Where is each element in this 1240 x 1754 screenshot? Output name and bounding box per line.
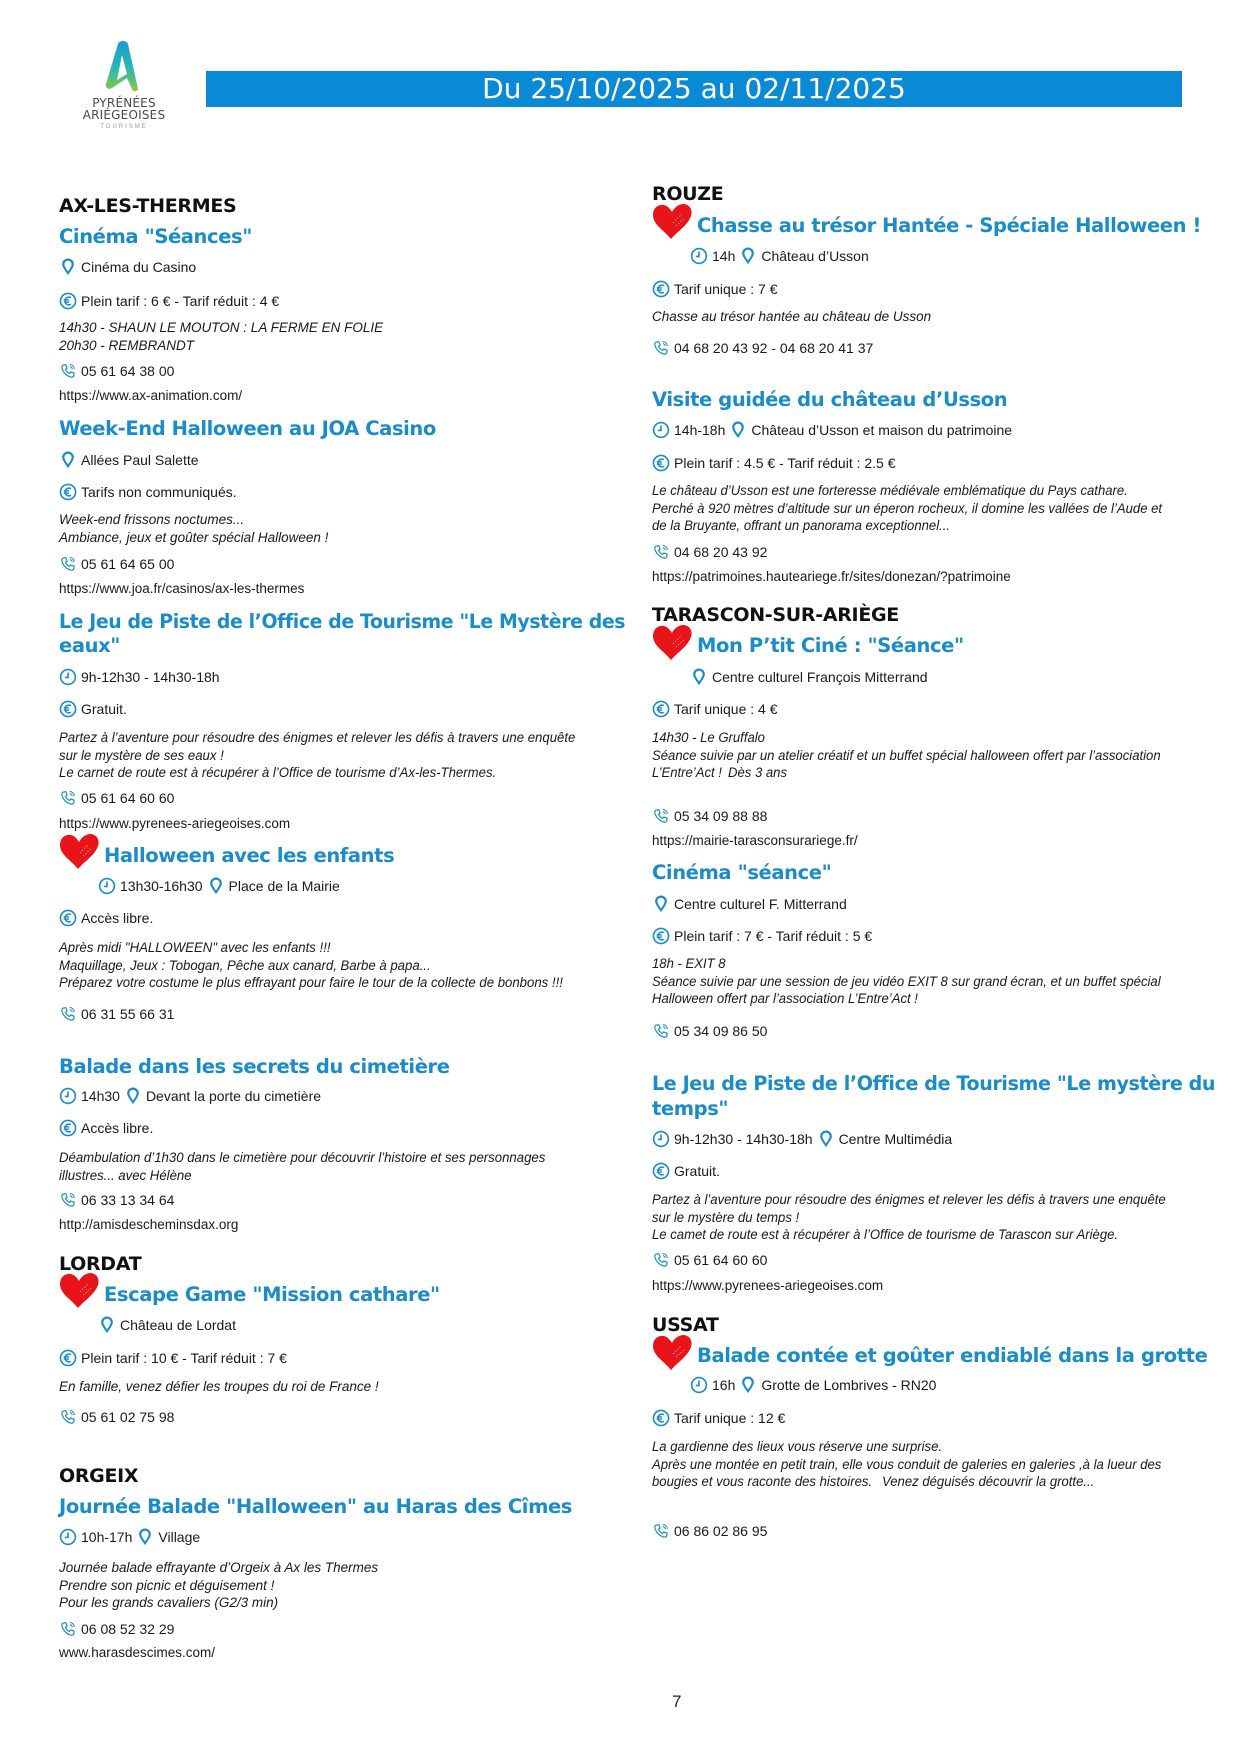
description-line: La gardienne des lieux vous réserve une surprise. [652,1439,943,1454]
map-pin-icon [98,1316,116,1334]
event-description [59,319,619,354]
event-phone [59,362,174,380]
event-title-continued[interactable]: eaux" [59,634,121,657]
event-location [59,258,196,276]
event-price [652,1409,785,1427]
page-number: 7 [672,1692,682,1711]
description-line: Prendre son picnic et déguisement ! [59,1577,275,1593]
euro-icon [652,454,670,472]
town-heading: ORGEIX [59,1465,139,1487]
phone-icon [652,807,670,825]
heart-icon [651,203,693,241]
event-title[interactable]: Le Jeu de Piste de l’Office de Tourisme "Le Mystère des [59,610,626,633]
phone-number[interactable]: 06 86 02 86 95 [674,1523,768,1539]
event-description [652,955,1232,1008]
clock-icon [652,421,670,439]
heart-icon [651,1334,693,1372]
description-line: Journée balade effrayante d’Orgeix à Ax les Thermes [59,1560,379,1575]
event-price [59,700,127,718]
clock-icon [59,1528,77,1546]
event-title[interactable]: Balade contée et goûter endiablé dans la grotte [697,1344,1208,1367]
event-phone [59,789,174,807]
phone-number[interactable]: 05 34 09 88 88 [674,808,768,824]
description-line: Week-end frissons noctumes... [59,512,245,527]
description-line: Après une montée en petit train, elle vous conduit de galeries en galeries ,à la lueur des [652,1456,1162,1472]
phone-icon [59,789,77,807]
event-link[interactable]: https://www.pyrenees-ariegeoises.com [59,816,291,831]
clock-icon [690,1376,708,1394]
price-text: Accès libre. [81,910,154,926]
price-text: Tarif unique : 7 € [674,281,778,297]
event-description [59,729,639,782]
event-price [652,927,872,945]
map-pin-icon [124,1087,142,1105]
price-text: Plein tarif : 10 € - Tarif réduit : 7 € [81,1350,287,1366]
price-text: Tarif unique : 4 € [674,701,778,717]
event-phone [652,1022,767,1040]
phone-number[interactable]: 05 61 64 65 00 [81,556,175,572]
euro-icon [652,927,670,945]
description-line: Chasse au trésor hantée au château de Usson [652,309,932,324]
clock-icon [98,877,116,895]
description-line: Déambulation d’1h30 dans le cimetière pour découvrir l’histoire et ses personnages [59,1150,546,1165]
location-text: Château d’Usson [761,248,869,264]
event-time-location [98,877,340,895]
description-line: Dès 3 ans [727,765,787,780]
description-line: de la Bruyante, offrant un panorama exceptionnel... [652,518,951,533]
euro-icon [652,1409,670,1427]
event-phone [59,1408,174,1426]
map-pin-icon [817,1130,835,1148]
description-line: Perché à 920 mètres d’altitude sur un éperon rocheux, il domine les vallées de l’Aude et [652,500,1163,516]
event-time-location [59,1087,321,1105]
phone-icon [652,1522,670,1540]
town-heading: LORDAT [59,1253,142,1275]
phone-icon [652,543,670,561]
event-title[interactable]: Cinéma "Séances" [59,225,252,248]
location-text: Centre culturel F. Mitterrand [674,896,847,912]
town-heading: ROUZE [652,183,724,205]
description-line: Partez à l’aventure pour résoudre des énigmes et relever les défis à travers une enquête [652,1192,1166,1207]
event-phone [652,339,873,357]
time-text: 14h-18h [674,422,726,438]
phone-icon [59,1191,77,1209]
description-line: Séance suivie par une session de jeu vidéo EXIT 8 sur grand écran, et un buffet spécial [652,973,1161,989]
clock-icon [652,1130,670,1148]
description-line: Le camet de route est à récupérer à l’Office de tourisme de Tarascon sur Ariège. [652,1227,1119,1242]
phone-number[interactable]: 06 31 55 66 31 [81,1006,175,1022]
location-text: Centre culturel François Mitterrand [712,669,928,685]
phone-icon [652,1022,670,1040]
event-time [59,668,220,686]
event-description [59,1378,619,1396]
map-pin-icon [136,1528,154,1546]
description-line: Venez déguisés découvrir la grotte... [882,1474,1095,1489]
phone-number[interactable]: 05 61 64 60 60 [674,1252,768,1268]
euro-icon [652,280,670,298]
event-location [98,1316,236,1334]
map-pin-icon [59,451,77,469]
logo-a-mark-icon [72,38,176,96]
event-link[interactable]: https://patrimoines.hauteariege.fr/sites/donezan/?patrimoine [652,569,1011,584]
location-text: Grotte de Lombrives - RN20 [761,1377,937,1393]
time-text: 9h-12h30 - 14h30-18h [81,669,220,685]
event-price [59,1119,153,1137]
description-line: En famille, venez défier les troupes du roi de France ! [59,1379,379,1394]
event-price [59,1349,287,1367]
time-text: 16h [712,1377,736,1393]
description-line: 14h30 - Le Gruffalo [652,730,765,745]
event-title[interactable]: Week-End Halloween au JOA Casino [59,417,436,440]
event-phone [652,1251,767,1269]
location-text: Château d’Usson et maison du patrimoine [751,422,1013,438]
euro-icon [59,292,77,310]
clock-icon [59,1087,77,1105]
price-text: Accès libre. [81,1120,154,1136]
price-text: Gratuit. [81,701,127,717]
event-phone [59,1620,174,1638]
map-pin-icon [652,895,670,913]
phone-icon [59,1620,77,1638]
euro-icon [59,909,77,927]
event-description [59,511,619,546]
event-description [652,1191,1232,1244]
event-time-location [690,1376,936,1394]
logo-text-line: PYRÉNÉES [92,96,156,110]
description-line: Pour les grands cavaliers (G2/3 min) [59,1595,279,1610]
euro-icon [59,1119,77,1137]
euro-icon [59,1349,77,1367]
logo-text-line: ARIÉGEOISES [82,108,166,122]
event-price [59,909,153,927]
event-phone [652,1522,767,1540]
phone-number[interactable]: 05 34 09 86 50 [674,1023,768,1039]
logo-text-line: TOURISME [100,124,148,130]
event-price [652,1162,720,1180]
event-title[interactable]: Cinéma "séance" [652,861,832,884]
price-text: Gratuit. [674,1163,720,1179]
phone-number[interactable]: 05 61 64 60 60 [81,790,175,806]
description-line: 20h30 - REMBRANDT [59,337,195,353]
phone-number[interactable]: 06 33 13 34 64 [81,1192,175,1208]
description-line: L’Entre’Act ! [652,765,722,780]
description-line: Halloween offert par l’association L’Entre’Act ! [652,991,918,1006]
town-heading: AX-LES-THERMES [59,195,237,217]
euro-icon [652,700,670,718]
heart-icon [651,624,693,662]
event-phone [59,1005,174,1023]
price-text: Plein tarif : 6 € - Tarif réduit : 4 € [81,293,280,309]
time-text: 9h-12h30 - 14h30-18h [674,1131,813,1147]
event-title[interactable]: Chasse au trésor Hantée - Spéciale Halloween ! [697,214,1201,237]
event-description [59,939,639,992]
event-price [652,700,778,718]
description-line: Le château d’Usson est une forteresse médiévale emblématique du Pays cathare. [652,483,1128,498]
event-link[interactable]: https://www.pyrenees-ariegeoises.com [652,1278,884,1293]
event-link[interactable]: https://mairie-tarasconsurariege.fr/ [652,833,858,848]
description-line: sur le mystère de ses eaux ! [59,747,224,763]
event-title[interactable]: Visite guidée du château d’Usson [652,388,1008,411]
heart-icon [58,833,100,871]
event-description [652,729,1232,782]
event-phone [59,555,174,573]
event-location [690,668,928,686]
location-text: Allées Paul Salette [81,452,199,468]
location-text: Place de la Mairie [228,878,340,894]
description-line: 14h30 - SHAUN LE MOUTON : LA FERME EN FOLIE [59,320,384,335]
pyrenees-ariegeoises-logo [72,38,176,138]
map-pin-icon [739,1376,757,1394]
event-title-continued[interactable]: temps" [652,1097,729,1120]
event-phone [652,543,767,561]
phone-icon [652,339,670,357]
price-text: Tarif unique : 12 € [674,1410,786,1426]
event-time-location [652,1130,952,1148]
event-price [59,483,237,501]
event-location [59,451,199,469]
phone-number[interactable]: 04 68 20 43 92 [674,544,768,560]
date-range: Du 25/10/2025 au 02/11/2025 [482,72,906,105]
location-text: Village [158,1529,201,1545]
heart-icon [58,1272,100,1310]
price-text: Plein tarif : 7 € - Tarif réduit : 5 € [674,928,873,944]
event-price [652,280,778,298]
event-time-location [690,247,869,265]
price-text: Tarifs non communiqués. [81,484,237,500]
phone-number[interactable]: 04 68 20 43 92 - 04 68 20 41 37 [674,340,874,356]
location-text: Château de Lordat [120,1317,236,1333]
phone-icon [59,362,77,380]
location-text: Centre Multimédia [838,1131,953,1147]
event-title[interactable]: Journée Balade "Halloween" au Haras des Cîmes [59,1495,573,1518]
event-price [59,292,279,310]
event-phone [652,807,767,825]
event-description [652,1438,1232,1491]
description-line: sur le mystère du temps ! [652,1209,800,1225]
euro-icon [59,700,77,718]
map-pin-icon [207,877,225,895]
town-heading: TARASCON-SUR-ARIÈGE [652,604,899,626]
clock-icon [690,247,708,265]
clock-icon [59,668,77,686]
event-location [652,895,847,913]
event-link[interactable]: https://www.ax-animation.com/ [59,388,243,403]
event-title[interactable]: Balade dans les secrets du cimetière [59,1055,450,1078]
event-time-location [59,1528,200,1546]
map-pin-icon [739,247,757,265]
description-line: Maquillage, Jeux : Tobogan, Pêche aux canard, Barbe à papa... [59,957,431,973]
description-line: Séance suivie par un atelier créatif et un buffet spécial halloween offert par l’association [652,747,1161,763]
price-text: Plein tarif : 4.5 € - Tarif réduit : 2.5 € [674,455,896,471]
description-line: Préparez votre costume le plus effrayant pour faire le tour de la collecte de bonbons !!! [59,975,563,990]
event-title[interactable]: Halloween avec les enfants [104,844,395,867]
event-description [59,1559,619,1612]
description-line: Partez à l’aventure pour résoudre des énigmes et relever les défis à travers une enquête [59,730,576,745]
event-title[interactable]: Le Jeu de Piste de l’Office de Tourisme "Le mystère du [652,1072,1216,1095]
phone-icon [59,555,77,573]
event-price [652,454,896,472]
location-text: Cinéma du Casino [81,259,197,275]
description-line: Après midi "HALLOWEEN" avec les enfants !!! [59,940,331,955]
time-text: 14h30 [81,1088,120,1104]
event-link[interactable]: http://amisdescheminsdax.org [59,1217,239,1232]
event-title[interactable]: Escape Game "Mission cathare" [104,1283,440,1306]
date-banner [206,71,1182,107]
map-pin-icon [690,668,708,686]
time-text: 14h [712,248,736,264]
phone-icon [59,1005,77,1023]
event-description [652,308,1212,326]
phone-icon [652,1251,670,1269]
phone-number[interactable]: 05 61 64 38 00 [81,363,175,379]
town-heading: USSAT [652,1314,719,1336]
event-description [652,482,1232,535]
euro-icon [59,483,77,501]
event-time-location [652,421,1012,439]
phone-number[interactable]: 05 61 02 75 98 [81,1409,175,1425]
euro-icon [652,1162,670,1180]
event-link[interactable]: www.harasdescimes.com/ [59,1645,216,1660]
description-line: 18h - EXIT 8 [652,956,726,971]
event-title[interactable]: Mon P’tit Ciné : "Séance" [697,634,964,657]
map-pin-icon [59,258,77,276]
description-line: Ambiance, jeux et goûter spécial Halloween ! [59,529,329,545]
description-line: bougies et vous raconte des histoires. [652,1474,873,1489]
phone-number[interactable]: 06 08 52 32 29 [81,1621,175,1637]
description-line: Le carnet de route est à récupérer à l’Office de tourisme d’Ax-les-Thermes. [59,765,497,780]
map-pin-icon [729,421,747,439]
location-text: Devant la porte du cimetière [145,1088,322,1104]
time-text: 13h30-16h30 [120,878,203,894]
time-text: 10h-17h [81,1529,133,1545]
event-phone [59,1191,174,1209]
event-description [59,1149,639,1184]
description-line: illustres... avec Hélène [59,1167,192,1183]
phone-icon [59,1408,77,1426]
event-link[interactable]: https://www.joa.fr/casinos/ax-les-thermes [59,581,305,596]
